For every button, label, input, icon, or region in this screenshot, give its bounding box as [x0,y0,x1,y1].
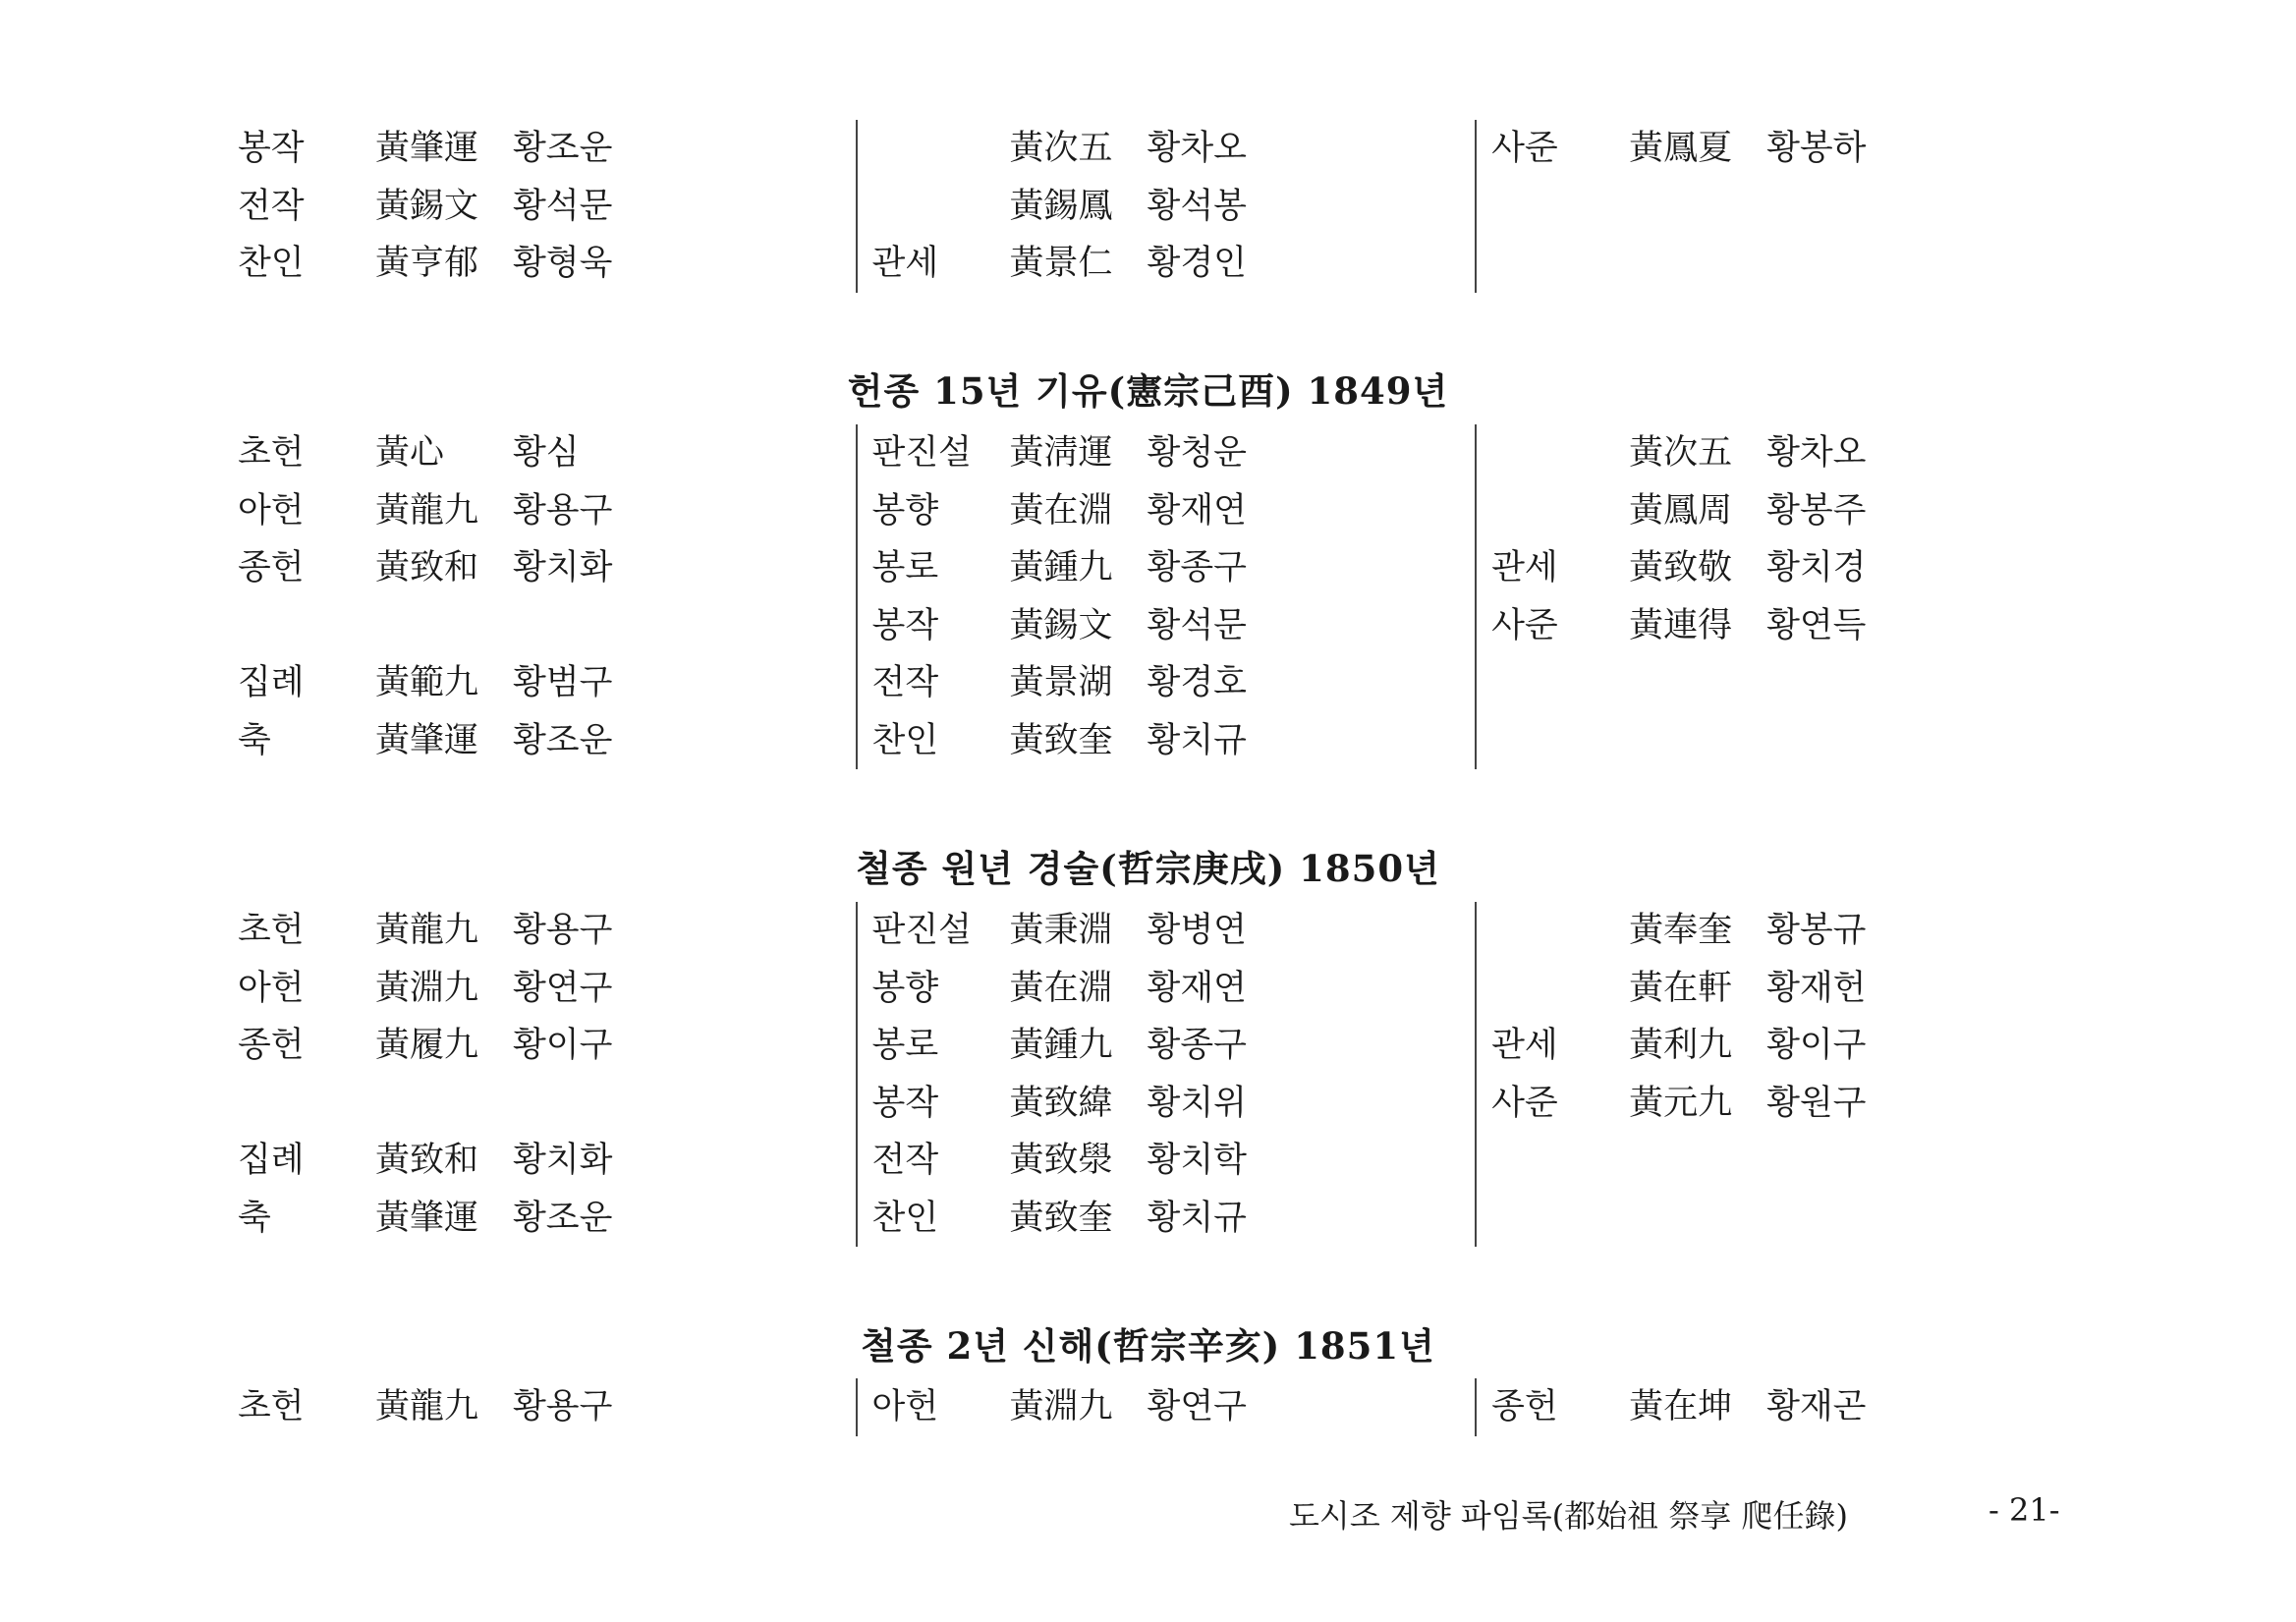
roster-row [1477,960,1928,1018]
hanja-name: 黃致和 [375,548,479,587]
roster-row [858,902,1476,960]
hanja-name: 黃次五 [1629,433,1733,473]
hanja-name: 黃致敬 [1629,548,1733,587]
roster-row [238,1075,856,1133]
roster-row [858,1017,1476,1075]
left-column [238,424,856,769]
hanja-name: 黃秉淵 [1009,911,1113,950]
roster-row [1477,597,1928,655]
roster-row [1477,235,1928,293]
roster-row [1477,482,1928,540]
role-label: 초헌 [238,911,305,950]
hanja-name: 黃淸運 [1009,433,1113,473]
hangul-name: 황경호 [1147,663,1247,702]
role-label: 전작 [871,1141,939,1180]
role-label: 축 [238,1198,271,1238]
hanja-name [1629,1190,1766,1248]
roster-block-1850 [238,902,1928,1247]
hanja-name: 黃淵九 [1009,1387,1113,1426]
hanja-name: 黃在淵 [1009,490,1113,531]
hangul-name: 황연구 [1147,1387,1247,1426]
roster-row [1477,902,1928,960]
hanja-name: 黃鳳夏 [1629,129,1733,168]
roster-row [1477,1075,1928,1133]
section-heading-1850: 철종 원년 경술(哲宗庚戌) 1850년 [856,847,1440,890]
page-number: - 21- [1988,1491,2060,1529]
hangul-name: 황재곤 [1766,1387,1867,1426]
role-label: 종헌 [1491,1387,1558,1426]
role-label: 아헌 [238,490,305,531]
middle-column [856,902,1476,1247]
left-column [238,120,856,293]
hanja-name [1629,1132,1766,1190]
roster-block-1851 [238,1378,1928,1436]
role-label: 종헌 [238,548,305,587]
role-label: 집례 [238,663,305,702]
roster-row [238,902,856,960]
hangul-name: 황석봉 [1147,186,1247,226]
hanja-name: 黃肇運 [375,129,479,168]
hangul-name: 황원구 [1766,1083,1867,1123]
middle-column [856,424,1476,769]
hanja-name: 黃鳳周 [1629,490,1733,531]
hangul-name: 황종구 [1147,548,1247,587]
roster-row [858,1075,1476,1133]
roster-block-0 [238,120,1928,293]
roster-row [238,1017,856,1075]
hanja-name: 黃致和 [375,1141,479,1180]
roster-row [1477,654,1928,712]
roster-row [1477,1378,1928,1436]
hanja-name: 黃景湖 [1009,663,1113,702]
role-label [1491,482,1629,540]
hangul-name: 황이구 [1766,1026,1867,1065]
role-label [872,120,1010,178]
role-label: 전작 [871,663,939,702]
roster-row [858,654,1476,712]
left-column [238,1378,856,1436]
hanja-name: 黃履九 [375,1026,479,1065]
hanja-name: 黃元九 [1629,1083,1733,1123]
role-label: 봉향 [871,490,939,531]
hangul-name: 황용구 [513,1387,613,1426]
roster-row [858,424,1476,482]
hanja-name: 黃連得 [1629,605,1733,645]
hanja-name: 黃致奎 [1009,1198,1113,1238]
roster-row [1477,424,1928,482]
role-label [1491,178,1629,236]
roster-row [238,120,856,178]
roster-row [238,1190,856,1248]
role-label: 관세 [1491,1026,1558,1065]
role-label [238,1075,375,1133]
right-column [1475,1378,1928,1436]
roster-row [858,539,1476,597]
hangul-name: 황봉주 [1766,490,1867,531]
hangul-name: 황치규 [1147,720,1247,760]
role-label: 축 [238,720,271,760]
role-label: 봉작 [238,129,305,168]
hanja-name: 黃範九 [375,663,479,702]
roster-row [1477,1017,1928,1075]
roster-row [238,235,856,293]
left-column [238,902,856,1247]
roster-row [858,178,1476,236]
hanja-name: 黃致奎 [1009,720,1113,760]
hanja-name: 黃龍九 [375,911,479,950]
role-label: 봉작 [871,1083,939,1123]
middle-column [856,120,1476,293]
role-label: 초헌 [238,1387,305,1426]
role-label [1491,1190,1629,1248]
roster-row [858,597,1476,655]
roster-row [238,654,856,712]
right-column [1475,120,1928,293]
hangul-name: 황이구 [513,1026,613,1065]
role-label: 집례 [238,1141,305,1180]
hangul-name: 황석문 [1147,605,1247,645]
hangul-name: 황재헌 [1766,968,1867,1008]
roster-row [858,482,1476,540]
hangul-name: 황심 [513,433,580,473]
roster-row [238,597,856,655]
hanja-name: 黃鍾九 [1009,548,1113,587]
roster-row [858,120,1476,178]
role-label: 찬인 [871,1198,939,1238]
roster-row [858,1190,1476,1248]
hangul-name: 황치위 [1147,1083,1247,1123]
roster-row [858,1132,1476,1190]
right-column [1475,902,1928,1247]
hanja-name: 黃景仁 [1009,244,1113,283]
hangul-name: 황연득 [1766,605,1867,645]
hangul-name: 황치규 [1147,1198,1247,1238]
roster-row [238,482,856,540]
hanja-name [375,1075,513,1133]
role-label: 관세 [871,244,939,283]
section-heading-1849: 헌종 15년 기유(憲宗己酉) 1849년 [847,369,1449,413]
hangul-name: 황치경 [1766,548,1867,587]
role-label [1491,1132,1629,1190]
hanja-name: 黃淵九 [375,968,479,1008]
middle-column [856,1378,1476,1436]
hangul-name: 황용구 [513,911,613,950]
roster-row [238,1378,856,1436]
role-label [1491,902,1629,960]
roster-row [238,1132,856,1190]
hanja-name: 黃致澩 [1009,1141,1113,1180]
hanja-name [1629,654,1766,712]
hangul-name: 황용구 [513,490,613,531]
role-label: 봉작 [871,605,939,645]
hangul-name: 황재연 [1147,490,1247,531]
role-label: 찬인 [871,720,939,760]
hanja-name: 黃肇運 [375,1198,479,1238]
roster-row [238,539,856,597]
hanja-name: 黃在坤 [1629,1387,1733,1426]
role-label: 관세 [1491,548,1558,587]
role-label: 판진설 [871,433,972,473]
hanja-name [1629,235,1766,293]
hangul-name: 황차오 [1766,433,1867,473]
roster-row [858,960,1476,1018]
hangul-name: 황치화 [513,548,613,587]
hanja-name: 黃龍九 [375,1387,479,1426]
roster-row [858,235,1476,293]
roster-row [1477,120,1928,178]
role-label [1491,712,1629,770]
hanja-name: 黃肇運 [375,720,479,760]
roster-block-1849 [238,424,1928,769]
hangul-name: 황차오 [1147,129,1247,168]
hangul-name: 황조운 [513,720,613,760]
role-label: 봉로 [871,1026,939,1065]
role-label: 전작 [238,186,305,226]
hangul-name: 황석문 [513,186,613,226]
hangul-name: 황청운 [1147,433,1247,473]
hangul-name: 황봉규 [1766,911,1867,950]
roster-row [238,424,856,482]
role-label: 아헌 [238,968,305,1008]
hanja-name: 黃錫鳳 [1009,186,1113,226]
role-label: 사준 [1491,129,1558,168]
role-label: 사준 [1491,605,1558,645]
hangul-name: 황형욱 [513,244,613,283]
role-label: 봉로 [871,548,939,587]
hangul-name: 황조운 [513,129,613,168]
role-label [238,597,375,655]
footer-title: 도시조 제향 파임록(都始祖 祭享 爬任錄) [1289,1497,1848,1535]
hanja-name [1629,178,1766,236]
hanja-name: 黃奉奎 [1629,911,1733,950]
hanja-name: 黃次五 [1009,129,1113,168]
role-label: 아헌 [871,1387,939,1426]
hangul-name: 황봉하 [1766,129,1867,168]
hangul-name: 황치학 [1147,1141,1247,1180]
roster-row [238,712,856,770]
hanja-name: 黃錫文 [1009,605,1113,645]
hanja-name: 黃利九 [1629,1026,1733,1065]
hangul-name: 황경인 [1147,244,1247,283]
roster-row [1477,178,1928,236]
role-label: 봉향 [871,968,939,1008]
role-label: 초헌 [238,433,305,473]
role-label: 사준 [1491,1083,1558,1123]
hangul-name: 황연구 [513,968,613,1008]
role-label [1491,235,1629,293]
role-label [1491,654,1629,712]
roster-row [1477,1190,1928,1248]
hanja-name: 黃亨郁 [375,244,479,283]
hanja-name: 黃在淵 [1009,968,1113,1008]
roster-row [238,178,856,236]
roster-row [238,960,856,1018]
hangul-name: 황종구 [1147,1026,1247,1065]
hanja-name: 黃在軒 [1629,968,1733,1008]
hanja-name: 黃致緯 [1009,1083,1113,1123]
hanja-name [375,597,513,655]
roster-row [858,1378,1476,1436]
hangul-name: 황범구 [513,663,613,702]
role-label [1491,424,1629,482]
role-label [872,178,1010,236]
role-label [1491,960,1629,1018]
hanja-name: 黃心 [375,433,445,473]
roster-row [858,712,1476,770]
role-label: 판진설 [871,911,972,950]
roster-row [1477,539,1928,597]
roster-row [1477,712,1928,770]
role-label: 종헌 [238,1026,305,1065]
hanja-name: 黃鍾九 [1009,1026,1113,1065]
hangul-name: 황병연 [1147,911,1247,950]
hangul-name: 황치화 [513,1141,613,1180]
roster-row [1477,1132,1928,1190]
hanja-name: 黃錫文 [375,186,479,226]
section-heading-1851: 철종 2년 신해(哲宗辛亥) 1851년 [861,1324,1435,1368]
hanja-name [1629,712,1766,770]
hangul-name: 황재연 [1147,968,1247,1008]
hangul-name: 황조운 [513,1198,613,1238]
right-column [1475,424,1928,769]
role-label: 찬인 [238,244,305,283]
hanja-name: 黃龍九 [375,490,479,531]
